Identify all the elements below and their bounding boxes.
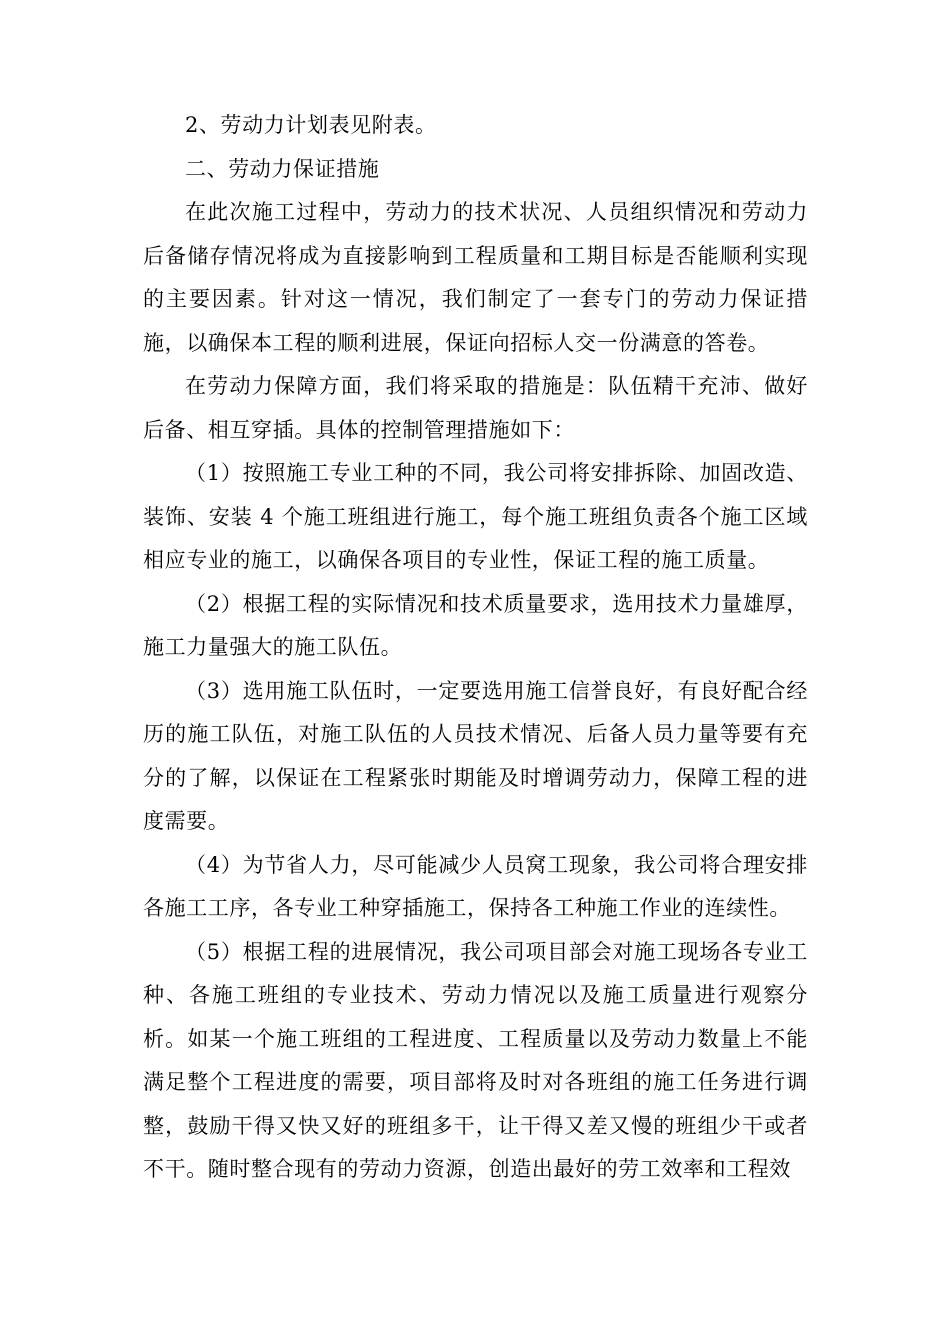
paragraph-measure-4: （4）为节省人力，尽可能减少人员窝工现象，我公司将合理安排各施工工序，各专业工种穿插施工，保持各工种施工作业的连续性。 (143, 852, 808, 920)
paragraph-measure-5: （5）根据工程的进展情况，我公司项目部会对施工现场各专业工种、各施工班组的专业技术、劳动力情况以及施工质量进行观察分析。如某一个施工班组的工程进度、工程质量以及劳动力数量上不能满足整个工程进度的需要，项目部将及时对各班组的施工任务进行调整，鼓励干得又快又好的班组多干，让干得又差又慢的班组少干或者不干。随时整合现有的劳动力资源，创造出最好的劳工效率和工程效 (143, 939, 808, 1181)
paragraph-measures-overview: 在劳动力保障方面，我们将采取的措施是：队伍精干充沛、做好后备、相互穿插。具体的控制管理措施如下： (143, 374, 808, 442)
paragraph-measure-1: （1）按照施工专业工种的不同，我公司将安排拆除、加固改造、装饰、安装 4 个施工班组进行施工，每个施工班组负责各个施工区域相应专业的施工，以确保各项目的专业性，保证工程的施工质量。 (143, 461, 808, 572)
heading-labor-guarantee: 二、劳动力保证措施 (185, 156, 380, 181)
document-body (143, 104, 808, 1192)
paragraph-measure-3: （3）选用施工队伍时，一定要选用施工信誉良好，有良好配合经历的施工队伍，对施工队伍的人员技术情况、后备人员力量等要有充分的了解，以保证在工程紧张时期能及时增调劳动力，保障工程的进度需要。 (143, 678, 808, 833)
paragraph-measure-2: （2）根据工程的实际情况和技术质量要求，选用技术力量雄厚，施工力量强大的施工队伍。 (143, 591, 808, 659)
paragraph-labor-plan: 2、劳动力计划表见附表。 (185, 113, 437, 137)
paragraph-intro: 在此次施工过程中，劳动力的技术状况、人员组织情况和劳动力后备储存情况将成为直接影响到工程质量和工期目标是否能顺利实现的主要因素。针对这一情况，我们制定了一套专门的劳动力保证措施，以确保本工程的顺利进展，保证向招标人交一份满意的答卷。 (143, 200, 808, 355)
